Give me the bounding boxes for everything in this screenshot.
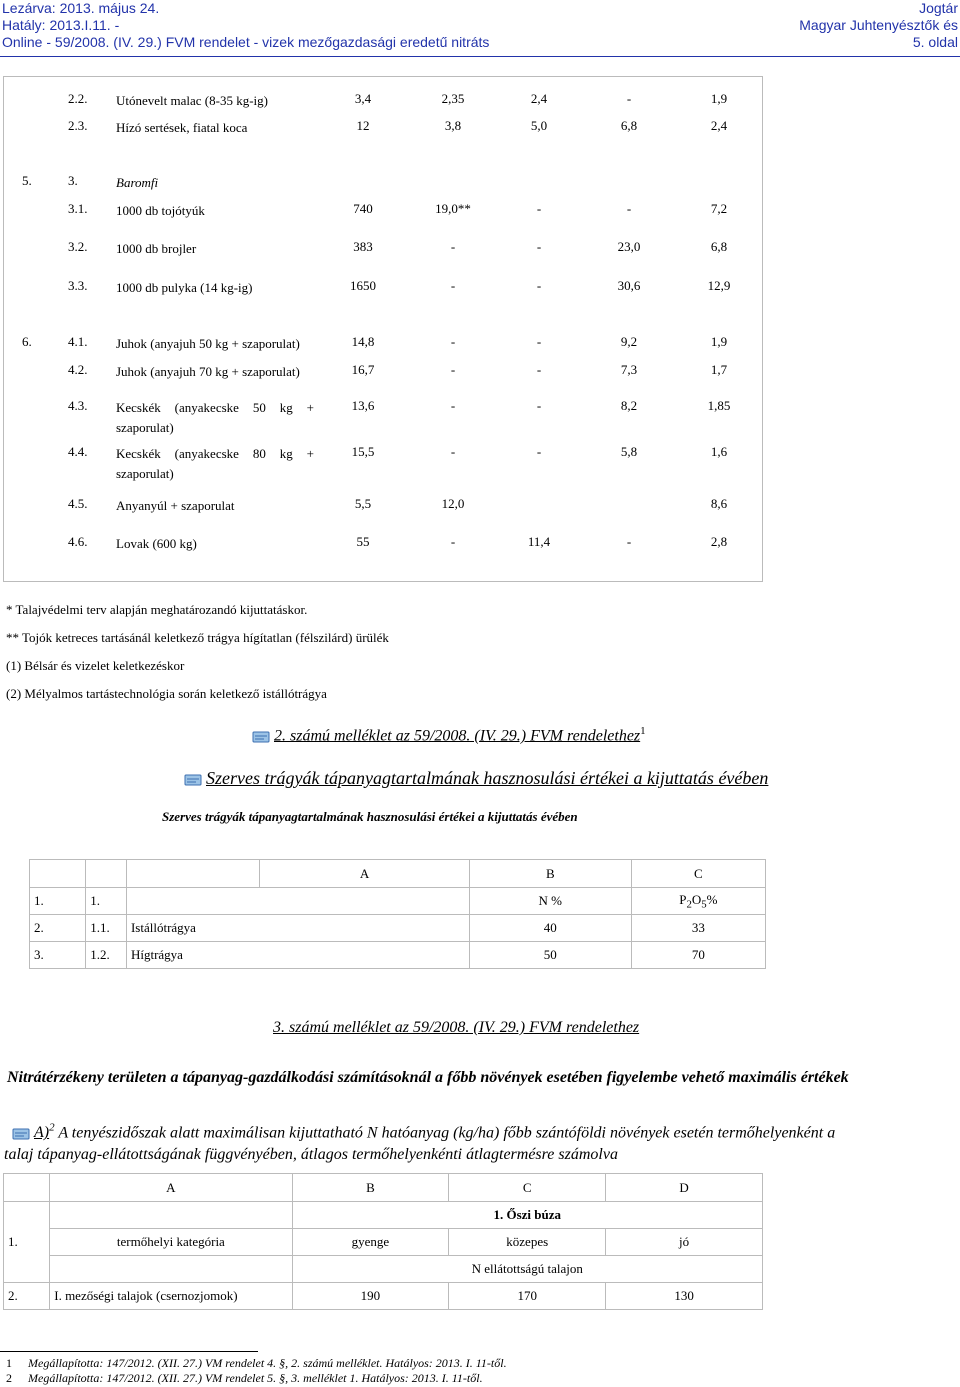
cell-v3: - <box>536 444 542 459</box>
annex2-footnote-ref[interactable]: 1 <box>640 725 646 737</box>
table-row: 1. 1. Őszi búza <box>4 1202 763 1229</box>
cell-b: 3. <box>68 173 78 188</box>
table-row-label: Lovak (600 kg) <box>116 536 197 551</box>
footnote-2: 2 Megállapította: 147/2012. (XII. 27.) VM rendelet 5. §, 3. melléklet 1. Hatályos: 2013. I. 11-től. <box>6 1371 483 1385</box>
cell-v4: - <box>626 91 632 106</box>
cell-v5: 1,7 <box>710 362 728 377</box>
table-row: termőhelyi kategória gyenge közepes jó <box>4 1229 763 1256</box>
col-c: C <box>631 860 765 888</box>
document-link-icon <box>10 1127 32 1141</box>
annex2-heading <box>182 768 768 789</box>
table-row-label: Kecskék (anyakecske 50 kg + szaporulat) <box>116 400 314 435</box>
cell-v5: 1,9 <box>710 334 728 349</box>
annex3-heading: Nitrátérzékeny területen a tápanyag-gazdálkodási számításoknál a főbb növények esetében figyelembe vehető maximális értékek <box>7 1069 849 1086</box>
cell-v4: - <box>626 201 632 216</box>
table-row-label: 1000 db brojler <box>116 241 197 256</box>
annex3-link[interactable]: 3. számú melléklet az 59/2008. (IV. 29.) FVM rendelethez <box>273 1019 640 1036</box>
table-row: 2. 1.1. Istállótrágya 40 33 <box>30 915 766 942</box>
cell-v4: - <box>626 534 632 549</box>
cell-v5: 12,9 <box>707 278 731 293</box>
cell-v1: 383 <box>353 239 373 254</box>
cell-v5: 1,9 <box>710 91 728 106</box>
header-effective: Hatály: 2013.I.11. - <box>2 17 120 33</box>
cell-v2: 2,35 <box>441 91 465 106</box>
footnote-1: 1 Megállapította: 147/2012. (XII. 27.) VM rendelet 4. §, 2. számú melléklet. Hatályos: 2013. I. 11-től. <box>6 1356 507 1370</box>
cell-v3: 2,4 <box>530 91 548 106</box>
table-row-label: 1000 db pulyka (14 kg-ig) <box>116 280 253 295</box>
cell-v1: 740 <box>353 201 373 216</box>
cell-v4: 5,8 <box>620 444 638 459</box>
note-double-star: ** Tojók ketreces tartásánál keletkező trágya hígítatlan (félszilárd) ürülék <box>6 630 389 645</box>
cell-v5: 2,8 <box>710 534 728 549</box>
cell-v3: 11,4 <box>527 534 551 549</box>
cell-v5: 7,2 <box>710 201 728 216</box>
cell-v1: 14,8 <box>351 334 375 349</box>
document-link-icon <box>182 773 204 787</box>
header-doc-title: Online - 59/2008. (IV. 29.) FVM rendelet - vizek mezőgazdasági eredetű nitráts <box>2 34 490 50</box>
cell-v5: 1,85 <box>707 398 731 413</box>
cell-b: 3.2. <box>68 239 88 254</box>
cell-v5: 2,4 <box>710 118 728 133</box>
cell-v1: 5,5 <box>354 496 372 511</box>
cell-v1: 55 <box>356 534 370 549</box>
cell-v4: 30,6 <box>617 278 641 293</box>
cell-v2: 12,0 <box>441 496 465 511</box>
header-product: Jogtár <box>919 0 958 16</box>
cell-v4: 6,8 <box>620 118 638 133</box>
cell-v2: 19,0** <box>435 201 471 216</box>
table-row-label: Juhok (anyajuh 50 kg + szaporulat) <box>116 336 300 351</box>
cell-b: 4.4. <box>68 444 88 459</box>
cell-v5: 1,6 <box>710 444 728 459</box>
cell-v3: - <box>536 201 542 216</box>
cell-v1: 12 <box>356 118 370 133</box>
cell-b: 4.6. <box>68 534 88 549</box>
table-row-label: 1000 db tojótyúk <box>116 203 205 218</box>
crop-name: 1. Őszi búza <box>292 1202 763 1229</box>
cell-b: 3.3. <box>68 278 88 293</box>
cell-b: 4.1. <box>68 334 88 349</box>
table-row-label: Kecskék (anyakecske 80 kg + szaporulat) <box>116 446 314 481</box>
cell-v2: - <box>450 444 456 459</box>
table-row-label: Baromfi <box>116 175 159 190</box>
cell-a: 5. <box>22 173 32 188</box>
table-row-label: Utónevelt malac (8-35 kg-ig) <box>116 93 268 108</box>
cell-v1: 15,5 <box>351 444 375 459</box>
cell-b: 4.2. <box>68 362 88 377</box>
annex2-link[interactable]: 2. számú melléklet az 59/2008. (IV. 29.) FVM rendelethez <box>274 727 641 745</box>
table-row: 3. 1.2. Hígtrágya 50 70 <box>30 942 766 969</box>
page-header <box>0 0 960 58</box>
table-row-label: Hízó sertések, fiatal koca <box>116 120 248 135</box>
table-header-row <box>30 860 766 888</box>
cell-v3: - <box>536 398 542 413</box>
cell-v5: 8,6 <box>710 496 728 511</box>
cell-v1: 3,4 <box>354 91 372 106</box>
header-closed-date: Lezárva: 2013. május 24. <box>2 0 160 16</box>
header-right <box>799 0 958 51</box>
cell-v2: - <box>450 334 456 349</box>
cell-a: 6. <box>22 334 32 349</box>
cell-v2: - <box>450 239 456 254</box>
annex3-section-a: A)$^2$ A tenyészidőszak alatt maximálisan kijuttatható N hatóanyag (kg/ha) főbb szántóföldi növények esetén termőhelyenként a talaj tápanyag-ellátottságának függvényében, átlagos termőhelyenkénti átlagtermésre számolva <box>4 1122 836 1164</box>
cell-b: 2.2. <box>68 91 88 106</box>
cell-v3: - <box>536 362 542 377</box>
table-row-label: Juhok (anyajuh 70 kg + szaporulat) <box>116 364 300 379</box>
note-star: * Talajvédelmi terv alapján meghatározandó kijuttatáskor. <box>6 602 308 617</box>
cell-v2: 3,8 <box>444 118 462 133</box>
header-page-number: 5. oldal <box>912 34 958 50</box>
cell-v2: - <box>450 534 456 549</box>
cell-v4: 7,3 <box>620 362 638 377</box>
cell-v1: 13,6 <box>351 398 375 413</box>
header-owner: Magyar Juhtenyésztők és <box>799 17 958 33</box>
cell-b: 3.1. <box>68 201 88 216</box>
header-rule <box>0 56 960 57</box>
cell-v3: 5,0 <box>530 118 548 133</box>
annex3-title <box>273 1019 639 1037</box>
p2o5-cell: $P_2O_5\%$ <box>631 888 765 915</box>
annex2-subheading: Szerves trágyák tápanyagtartalmának hasznosulási értékei a kijuttatás évében <box>162 809 578 824</box>
cell-v4: 8,2 <box>620 398 638 413</box>
cell-b: 4.3. <box>68 398 88 413</box>
col-a: A <box>260 860 470 888</box>
annex2-title <box>250 725 646 745</box>
cell-v4: 9,2 <box>620 334 638 349</box>
note-1: (1) Bélsár és vizelet keletkezéskor <box>6 658 185 673</box>
cell-v1: 16,7 <box>351 362 375 377</box>
table-row: N ellátottságú talajon <box>4 1256 763 1283</box>
cell-v1: 1650 <box>350 278 376 293</box>
cell-v2: - <box>450 278 456 293</box>
table-row-label: Anyanyúl + szaporulat <box>116 498 235 513</box>
annex2-heading-text[interactable]: Szerves trágyák tápanyagtartalmának hasznosulási értékei a kijuttatás évében <box>206 768 769 788</box>
cell-v2: - <box>450 362 456 377</box>
header-left <box>2 0 489 51</box>
cell-v3: - <box>536 278 542 293</box>
table-header-row: A B C D <box>4 1174 763 1202</box>
col-b: B <box>469 860 631 888</box>
footnote-rule <box>0 1351 258 1352</box>
cell-v2: - <box>450 398 456 413</box>
cell-v3: - <box>536 334 542 349</box>
cell-v4: 23,0 <box>617 239 641 254</box>
table-row: 2. I. mezőségi talajok (csernozjomok) 190 170 130 <box>4 1283 763 1310</box>
nitrogen-limit-table <box>3 1173 763 1310</box>
utilization-table <box>29 859 766 969</box>
cell-b: 4.5. <box>68 496 88 511</box>
cell-v3: - <box>536 239 542 254</box>
note-2: (2) Mélyalmos tartástechnológia során keletkező istállótrágya <box>6 686 327 701</box>
cell-b: 2.3. <box>68 118 88 133</box>
annex3-footnote-ref[interactable]: 2 <box>49 1122 55 1134</box>
cell-v5: 6,8 <box>710 239 728 254</box>
table-row: 1. 1. N % $P_2O_5\%$ <box>30 888 766 915</box>
document-link-icon <box>250 730 272 744</box>
